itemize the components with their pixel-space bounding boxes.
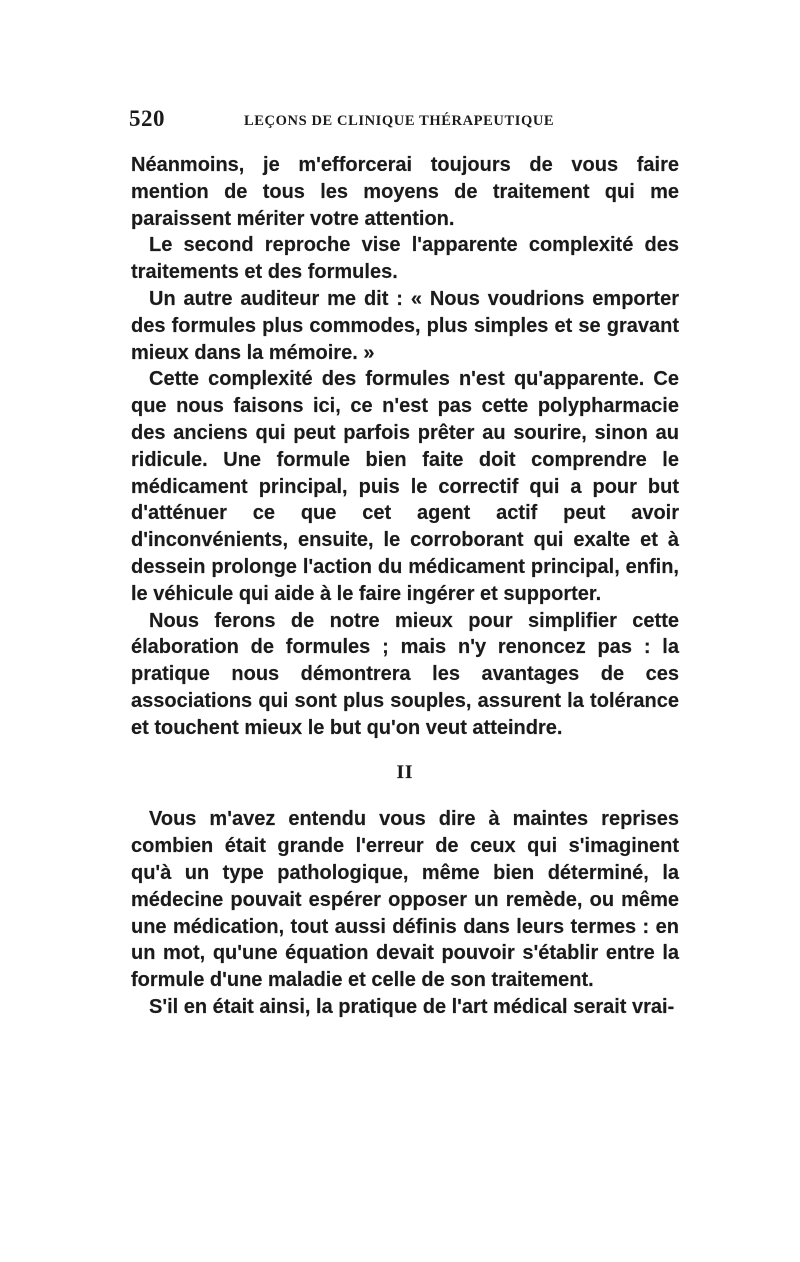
section-numeral: II [396, 761, 414, 783]
book-page [131, 100, 679, 1021]
paragraph: Un autre auditeur me dit : « Nous voudrions emporter des formules plus commodes, plus simples et se gravant mieux dans la mémoire. » [131, 287, 679, 364]
paragraph: S'il en était ainsi, la pratique de l'art médical serait vrai- [149, 995, 675, 1018]
page-header [131, 100, 679, 140]
paragraph: Nous ferons de notre mieux pour simplifier cette élaboration de formules ; mais n'y renoncez pas : la pratique nous démontrera les avantages de ces associations qui sont plus souples, assurent la tolérance et touchent mieux le but qu'on veut atteindre. [131, 609, 679, 739]
running-title: LEÇONS DE CLINIQUE THÉRAPEUTIQUE [244, 113, 555, 129]
page-number: 520 [129, 106, 165, 131]
paragraph: Vous m'avez entendu vous dire à maintes reprises combien était grande l'erreur de ceux qui s'imaginent qu'à un type pathologique, même bien déterminé, la médecine pouvait espérer opposer un remède, ou même une médication, tout aussi définis dans leurs termes : en un mot, qu'une équation devait pouvoir s'établir entre la formule d'une maladie et celle de son traitement. [131, 808, 679, 992]
paragraph: Le second reproche vise l'apparente complexité des traitements et des formules. [131, 234, 679, 284]
paragraph: Cette complexité des formules n'est qu'apparente. Ce que nous faisons ici, ce n'est pas cette polypharmacie des anciens qui peut parfois prêter au sourire, sinon au ridicule. Une formule bien faite doit comprendre le médicament principal, puis le correctif qui a pour but d'atténuer ce que cet agent actif peut avoir d'inconvénients, ensuite, le corroborant qui exalte et à dessein prolonge l'action du médicament principal, enfin, le véhicule qui aide à le faire ingérer et supporter. [131, 368, 679, 605]
paragraph: Néanmoins, je m'efforcerai toujours de vous faire mention de tous les moyens de traitement qui me paraissent mériter votre attention. [131, 154, 679, 230]
body-text [131, 152, 679, 1021]
